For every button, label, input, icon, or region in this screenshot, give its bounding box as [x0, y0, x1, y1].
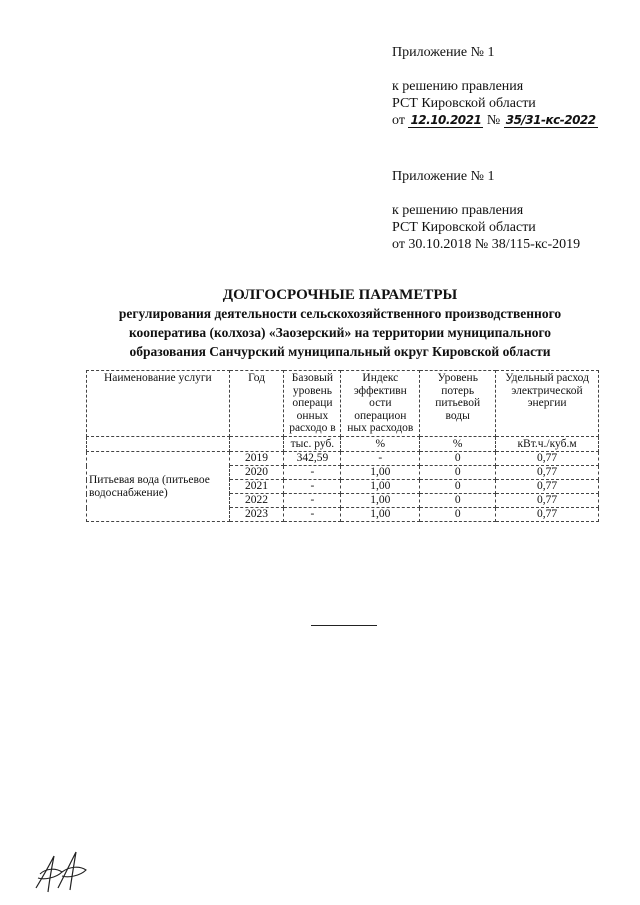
column-header: Год	[229, 371, 284, 437]
table-units-row	[87, 436, 599, 452]
year-cell: 2023	[229, 508, 284, 522]
base-cost-cell: -	[284, 494, 341, 508]
unit-cell: тыс. руб.	[284, 436, 341, 452]
appendix-title: Приложение № 1	[392, 45, 495, 60]
base-cost-cell: -	[284, 508, 341, 522]
unit-cell: %	[420, 436, 496, 452]
column-header: Наименование услуги	[87, 371, 230, 437]
appendix-org-line: РСТ Кировской области	[392, 220, 536, 235]
efficiency-index-cell: 1,00	[341, 480, 420, 494]
service-name-cell: Питьевая вода (питьевое водоснабжение)	[87, 452, 230, 522]
table-row	[87, 452, 599, 466]
energy-rate-cell: 0,77	[496, 466, 599, 480]
document-heading	[60, 286, 620, 361]
base-cost-cell: -	[284, 466, 341, 480]
appendix-org-line: РСТ Кировской области	[392, 96, 536, 111]
year-cell: 2022	[229, 494, 284, 508]
number-sign: №	[486, 113, 501, 128]
base-cost-cell: -	[284, 480, 341, 494]
heading-sub-1: регулирования деятельности сельскохозяйственного производственного	[118, 306, 562, 321]
unit-cell: кВт.ч./куб.м	[496, 436, 599, 452]
appendix-current	[392, 44, 598, 129]
efficiency-index-cell: 1,00	[341, 466, 420, 480]
handwritten-number: 35/31-кс-2022	[505, 113, 596, 127]
energy-rate-cell: 0,77	[496, 480, 599, 494]
energy-rate-cell: 0,77	[496, 494, 599, 508]
energy-rate-cell: 0,77	[496, 508, 599, 522]
handwritten-date: 12.10.2021	[410, 113, 482, 127]
appendix-date-line: от 30.10.2018 № 38/115-кс-2019	[392, 237, 581, 252]
year-cell: 2019	[229, 452, 284, 466]
water-loss-cell: 0	[420, 494, 496, 508]
date-prefix: от	[392, 113, 405, 128]
water-loss-cell: 0	[420, 508, 496, 522]
heading-sub-3: образования Санчурский муниципальный округ Кировской области	[129, 344, 551, 359]
heading-main: ДОЛГОСРОЧНЫЕ ПАРАМЕТРЫ	[222, 287, 458, 303]
appendix-title: Приложение № 1	[392, 169, 495, 184]
efficiency-index-cell: 1,00	[341, 508, 420, 522]
column-header: Уровень потерь питьевой воды	[420, 371, 496, 437]
table-header-row	[87, 371, 599, 437]
year-cell: 2020	[229, 466, 284, 480]
signature-mark	[32, 848, 92, 896]
water-loss-cell: 0	[420, 480, 496, 494]
energy-rate-cell: 0,77	[496, 452, 599, 466]
appendix-decision-line: к решению правления	[392, 203, 524, 218]
end-divider	[311, 625, 377, 626]
appendix-decision-line: к решению правления	[392, 79, 524, 94]
column-header: Удельный расход электрической энергии	[496, 371, 599, 437]
heading-sub-2: кооператива (колхоза) «Заозерский» на территории муниципального	[128, 325, 552, 340]
column-header: Индекс эффективн ости операцион ных расходов	[341, 371, 420, 437]
year-cell: 2021	[229, 480, 284, 494]
unit-cell: %	[341, 436, 420, 452]
base-cost-cell: 342,59	[284, 452, 341, 466]
appendix-date-line	[392, 112, 598, 129]
unit-cell	[229, 436, 284, 452]
water-loss-cell: 0	[420, 466, 496, 480]
unit-cell	[87, 436, 230, 452]
efficiency-index-cell: -	[341, 452, 420, 466]
appendix-original	[392, 168, 580, 253]
efficiency-index-cell: 1,00	[341, 494, 420, 508]
parameters-table	[86, 370, 599, 522]
water-loss-cell: 0	[420, 452, 496, 466]
column-header: Базовый уровень операци онных расходо в	[284, 371, 341, 437]
